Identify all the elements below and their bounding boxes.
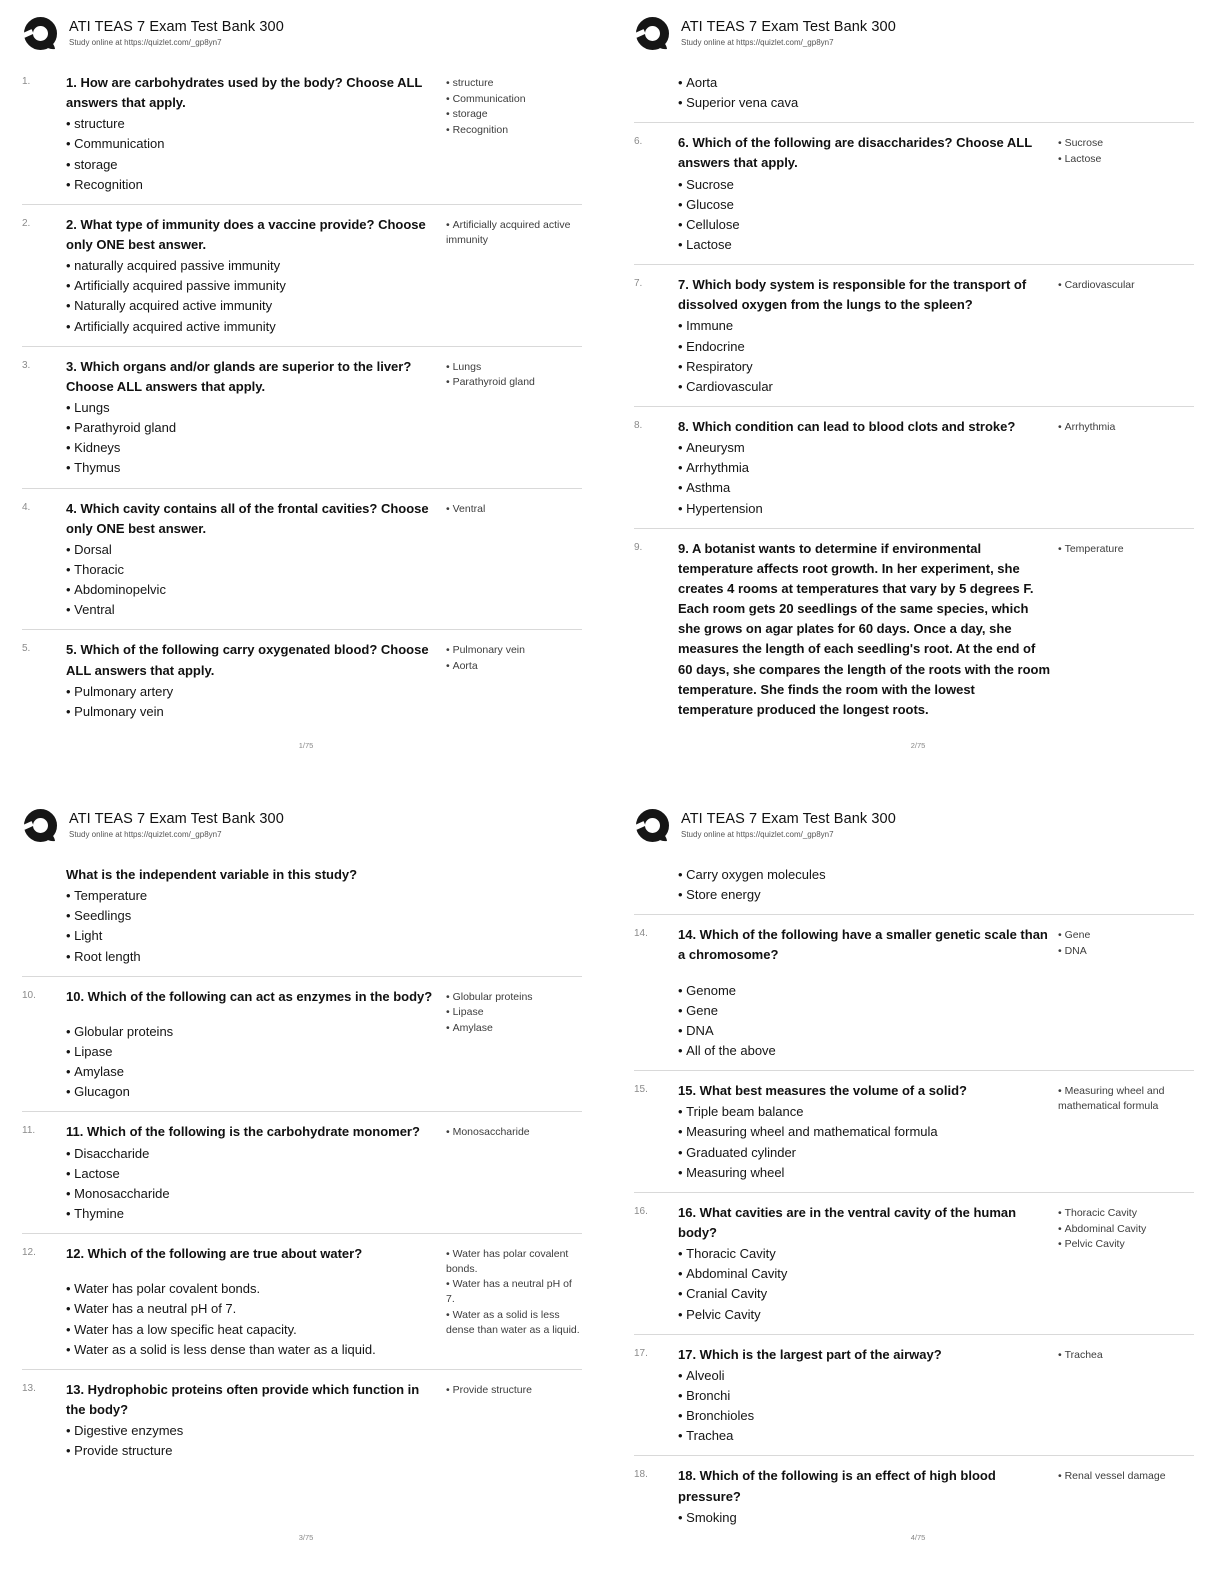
answer-item: • Water as a solid is less dense than water as a liquid. <box>446 1308 582 1337</box>
page-header <box>634 808 1194 845</box>
option-item: • Digestive enzymes <box>66 1421 438 1441</box>
page-number: 1/75 <box>298 741 314 750</box>
option-list <box>678 1508 1050 1528</box>
answer-item: • Artificially acquired active immunity <box>446 218 582 247</box>
question-number: 13. <box>22 1382 36 1394</box>
question-block <box>634 1334 1194 1456</box>
option-item: • naturally acquired passive immunity <box>66 256 438 276</box>
question-body <box>678 275 1050 397</box>
question-block <box>22 1233 582 1369</box>
option-item: • Thoracic <box>66 560 438 580</box>
option-item: • Glucose <box>678 195 1050 215</box>
page-3 <box>0 792 612 1584</box>
question-number: 16. <box>634 1205 648 1217</box>
option-item: • Provide structure <box>66 1441 438 1461</box>
answer-item: • Recognition <box>446 123 582 138</box>
page-2 <box>612 0 1224 792</box>
option-item: • Sucrose <box>678 175 1050 195</box>
question-list <box>22 855 582 1470</box>
page-subtitle: Study online at https://quizlet.com/_gp8yn7 <box>69 38 222 47</box>
page-header <box>634 16 1194 53</box>
option-item: • Globular proteins <box>66 1022 438 1042</box>
option-item: • Disaccharide <box>66 1144 438 1164</box>
question-body <box>678 1203 1050 1325</box>
option-item: • Glucagon <box>66 1082 438 1102</box>
question-text: 16. What cavities are in the ventral cavity of the human body? <box>678 1204 1017 1240</box>
answer-column <box>446 1244 582 1360</box>
option-item: • Parathyroid gland <box>66 418 438 438</box>
option-item: • Pulmonary artery <box>66 682 438 702</box>
question-text: 18. Which of the following is an effect of high blood pressure? <box>678 1468 996 1504</box>
question-number: 5. <box>22 643 31 655</box>
option-list <box>678 1102 1050 1183</box>
option-list <box>66 1022 438 1103</box>
option-item: • Hypertension <box>678 499 1050 519</box>
option-item: • Amylase <box>66 1062 438 1082</box>
question-number: 1. <box>22 76 31 87</box>
page-title: ATI TEAS 7 Exam Test Bank 300 <box>69 19 284 35</box>
option-item: • Carry oxygen molecules <box>678 865 1050 885</box>
answer-column <box>1058 73 1194 113</box>
question-block <box>22 976 582 1112</box>
answer-column <box>1058 417 1194 519</box>
option-list <box>678 865 1050 905</box>
option-item: • All of the above <box>678 1041 1050 1061</box>
answer-column <box>446 1380 582 1462</box>
question-body <box>66 357 438 479</box>
page-header <box>22 808 582 845</box>
question-block <box>634 122 1194 264</box>
option-item: • Recognition <box>66 175 438 195</box>
question-body <box>66 73 438 195</box>
option-item: • Thymine <box>66 1204 438 1224</box>
question-body <box>678 73 1050 113</box>
option-item: • Measuring wheel <box>678 1163 1050 1183</box>
answer-item: • Sucrose <box>1058 136 1194 151</box>
option-item: • Alveoli <box>678 1366 1050 1386</box>
page-header <box>22 16 582 53</box>
page-number: 4/75 <box>910 1533 926 1542</box>
option-item: • Smoking <box>678 1508 1050 1528</box>
question-block <box>22 488 582 630</box>
question-text: 9. A botanist wants to determine if environmental temperature affects root growth. In her experiment, she creates 4 rooms at temperatures that vary by 5 degrees F. Each room gets 20 seedlings of the same species, which she grows on agar plates for 60 days. Once a day, she measures the length of each seedling's root. At the end of 60 days, she compares the length of the roots with the room temperature. She finds the room with the lowest temperature produced the longest roots. <box>678 540 1051 717</box>
answer-item: • Gene <box>1058 928 1194 943</box>
answer-item: • Water has a neutral pH of 7. <box>446 1277 582 1306</box>
option-item: • Bronchioles <box>678 1406 1050 1426</box>
option-item: • Naturally acquired active immunity <box>66 296 438 316</box>
question-block <box>634 528 1194 730</box>
option-item: • Monosaccharide <box>66 1184 438 1204</box>
answer-column <box>446 865 582 967</box>
question-block <box>634 63 1194 122</box>
question-body <box>678 925 1050 1061</box>
answer-item: • Globular proteins <box>446 990 582 1005</box>
question-number: 9. <box>634 541 643 553</box>
header-text <box>69 16 284 47</box>
option-list <box>678 1366 1050 1447</box>
question-text: 3. Which organs and/or glands are superior to the liver? Choose ALL answers that apply. <box>66 358 412 394</box>
question-block <box>634 914 1194 1070</box>
answer-column <box>1058 925 1194 1061</box>
option-list <box>66 1421 438 1461</box>
answer-item: • Thoracic Cavity <box>1058 1206 1194 1221</box>
option-item: • Seedlings <box>66 906 438 926</box>
option-item: • Dorsal <box>66 540 438 560</box>
question-text: 5. Which of the following carry oxygenated blood? Choose ALL answers that apply. <box>66 642 429 678</box>
answer-item: • Renal vessel damage <box>1058 1469 1194 1484</box>
question-text: 12. Which of the following are true about water? <box>66 1246 363 1262</box>
option-item: • Lactose <box>678 235 1050 255</box>
answer-item: • Cardiovascular <box>1058 278 1194 293</box>
question-block <box>634 1070 1194 1192</box>
question-body <box>678 1466 1050 1527</box>
question-number: 10. <box>22 989 36 1001</box>
option-item: • Root length <box>66 947 438 967</box>
option-item: • Triple beam balance <box>678 1102 1050 1122</box>
question-body <box>66 499 438 621</box>
option-list <box>678 175 1050 256</box>
question-number <box>22 865 58 967</box>
option-item: • Temperature <box>66 886 438 906</box>
question-body <box>66 215 438 337</box>
option-list <box>66 886 438 967</box>
page-title: ATI TEAS 7 Exam Test Bank 300 <box>681 811 896 827</box>
question-block <box>22 629 582 731</box>
option-item: • Gene <box>678 1001 1050 1021</box>
option-item: • structure <box>66 114 438 134</box>
option-item: • storage <box>66 155 438 175</box>
option-list <box>678 73 1050 113</box>
option-item: • Pulmonary vein <box>66 702 438 722</box>
page-4 <box>612 792 1224 1584</box>
answer-item: • Provide structure <box>446 1383 582 1398</box>
question-body <box>678 1081 1050 1183</box>
question-list <box>634 63 1194 730</box>
option-list <box>66 114 438 195</box>
answer-column <box>1058 1203 1194 1325</box>
answer-item: • Lungs <box>446 360 582 375</box>
answer-item: • Abdominal Cavity <box>1058 1222 1194 1237</box>
option-item: • Immune <box>678 316 1050 336</box>
question-text: 8. Which condition can lead to blood clots and stroke? <box>678 418 1016 434</box>
question-text: 17. Which is the largest part of the airway? <box>678 1346 942 1362</box>
option-list <box>678 981 1050 1062</box>
answer-item: • Temperature <box>1058 542 1194 557</box>
question-block <box>22 204 582 346</box>
option-item: • Ventral <box>66 600 438 620</box>
option-item: • Bronchi <box>678 1386 1050 1406</box>
answer-column <box>1058 275 1194 397</box>
option-item: • Cellulose <box>678 215 1050 235</box>
question-block <box>634 406 1194 528</box>
answer-item: • storage <box>446 107 582 122</box>
option-item: • Endocrine <box>678 337 1050 357</box>
question-body <box>66 1380 438 1462</box>
option-list <box>66 398 438 479</box>
answer-column <box>446 73 582 195</box>
answer-column <box>1058 865 1194 905</box>
option-list <box>66 682 438 722</box>
question-text: 2. What type of immunity does a vaccine provide? Choose only ONE best answer. <box>66 216 426 252</box>
answer-item: • Trachea <box>1058 1348 1194 1363</box>
answer-column <box>446 987 582 1103</box>
answer-column <box>446 499 582 621</box>
question-block <box>22 1369 582 1471</box>
option-item: • Lungs <box>66 398 438 418</box>
question-body <box>66 987 438 1103</box>
page-title: ATI TEAS 7 Exam Test Bank 300 <box>69 811 284 827</box>
option-item: • Graduated cylinder <box>678 1143 1050 1163</box>
answer-column <box>1058 133 1194 255</box>
question-text: 1. How are carbohydrates used by the body? Choose ALL answers that apply. <box>66 75 423 111</box>
option-item: • Arrhythmia <box>678 458 1050 478</box>
option-item: • Abdominal Cavity <box>678 1264 1050 1284</box>
question-text: 4. Which cavity contains all of the frontal cavities? Choose only ONE best answer. <box>66 500 429 536</box>
answer-item: • Pulmonary vein <box>446 643 582 658</box>
quizlet-logo-icon <box>22 16 59 53</box>
answer-item: • Measuring wheel and mathematical formula <box>1058 1084 1194 1113</box>
question-body <box>678 1345 1050 1447</box>
answer-item: • Water has polar covalent bonds. <box>446 1247 582 1276</box>
question-number: 6. <box>634 136 643 148</box>
option-item: • DNA <box>678 1021 1050 1041</box>
answer-item: • Aorta <box>446 659 582 674</box>
option-item: • Communication <box>66 134 438 154</box>
option-item: • Lactose <box>66 1164 438 1184</box>
answer-item: • Monosaccharide <box>446 1125 582 1140</box>
option-list <box>66 256 438 337</box>
answer-column <box>1058 1081 1194 1183</box>
question-block <box>634 855 1194 914</box>
question-number: 4. <box>22 501 31 513</box>
answer-column <box>1058 1345 1194 1447</box>
option-item: • Water has a neutral pH of 7. <box>66 1299 438 1319</box>
option-list <box>66 1144 438 1225</box>
option-item: • Thoracic Cavity <box>678 1244 1050 1264</box>
option-list <box>678 438 1050 519</box>
page-subtitle: Study online at https://quizlet.com/_gp8yn7 <box>69 830 222 839</box>
page-subtitle: Study online at https://quizlet.com/_gp8yn7 <box>681 38 834 47</box>
question-number <box>634 73 670 113</box>
question-number: 2. <box>22 217 31 229</box>
question-body <box>66 640 438 722</box>
question-body <box>66 1122 438 1224</box>
question-text: 13. Hydrophobic proteins often provide which function in the body? <box>66 1381 420 1417</box>
option-item: • Water has polar covalent bonds. <box>66 1279 438 1299</box>
option-item: • Aneurysm <box>678 438 1050 458</box>
page-number: 2/75 <box>910 741 926 750</box>
question-body <box>678 133 1050 255</box>
option-item: • Water has a low specific heat capacity. <box>66 1320 438 1340</box>
option-item: • Water as a solid is less dense than water as a liquid. <box>66 1340 438 1360</box>
option-item: • Abdominopelvic <box>66 580 438 600</box>
question-text: What is the independent variable in this study? <box>66 867 358 882</box>
option-item: • Asthma <box>678 478 1050 498</box>
question-body <box>678 539 1050 721</box>
option-item: • Cardiovascular <box>678 377 1050 397</box>
question-number: 17. <box>634 1347 648 1359</box>
question-text: 11. Which of the following is the carbohydrate monomer? <box>66 1124 420 1140</box>
answer-item: • Communication <box>446 92 582 107</box>
option-item: • Light <box>66 926 438 946</box>
answer-column <box>446 215 582 337</box>
question-body <box>678 865 1050 905</box>
option-item: • Artificially acquired passive immunity <box>66 276 438 296</box>
option-item: • Aorta <box>678 73 1050 93</box>
option-item: • Cranial Cavity <box>678 1284 1050 1304</box>
answer-item: • Parathyroid gland <box>446 375 582 390</box>
option-item: • Pelvic Cavity <box>678 1305 1050 1325</box>
question-body <box>66 1244 438 1360</box>
question-text: 7. Which body system is responsible for the transport of dissolved oxygen from the lungs to the spleen? <box>678 277 1027 313</box>
header-text <box>681 16 896 47</box>
option-item: • Genome <box>678 981 1050 1001</box>
page-1 <box>0 0 612 792</box>
answer-column <box>1058 539 1194 721</box>
question-body <box>66 865 438 967</box>
answer-item: • DNA <box>1058 944 1194 959</box>
answer-item: • structure <box>446 76 582 91</box>
option-item: • Kidneys <box>66 438 438 458</box>
question-number: 7. <box>634 278 643 290</box>
question-number: 12. <box>22 1247 36 1259</box>
answer-item: • Pelvic Cavity <box>1058 1237 1194 1252</box>
option-item: • Thymus <box>66 458 438 478</box>
option-list <box>678 1244 1050 1325</box>
question-block <box>634 264 1194 406</box>
page-number: 3/75 <box>298 1533 314 1542</box>
option-item: • Measuring wheel and mathematical formula <box>678 1122 1050 1142</box>
question-text: 15. What best measures the volume of a solid? <box>678 1083 967 1099</box>
page-subtitle: Study online at https://quizlet.com/_gp8yn7 <box>681 830 834 839</box>
option-list <box>678 316 1050 397</box>
question-number: 3. <box>22 359 31 371</box>
question-text: 6. Which of the following are disaccharides? Choose ALL answers that apply. <box>678 135 1032 171</box>
question-text: 10. Which of the following can act as enzymes in the body? <box>66 988 433 1004</box>
answer-item: • Lipase <box>446 1005 582 1020</box>
question-list <box>634 855 1194 1537</box>
header-text <box>69 808 284 839</box>
option-item: • Superior vena cava <box>678 93 1050 113</box>
option-item: • Respiratory <box>678 357 1050 377</box>
answer-item: • Arrhythmia <box>1058 420 1194 435</box>
quizlet-logo-icon <box>22 808 59 845</box>
option-item: • Artificially acquired active immunity <box>66 317 438 337</box>
option-item: • Store energy <box>678 885 1050 905</box>
question-number <box>634 865 670 905</box>
page-title: ATI TEAS 7 Exam Test Bank 300 <box>681 19 896 35</box>
option-list <box>66 1279 438 1360</box>
question-block <box>22 1111 582 1233</box>
option-item: • Lipase <box>66 1042 438 1062</box>
quizlet-logo-icon <box>634 16 671 53</box>
answer-column <box>446 357 582 479</box>
option-item: • Trachea <box>678 1426 1050 1446</box>
answer-item: • Ventral <box>446 502 582 517</box>
question-block <box>22 63 582 204</box>
header-text <box>681 808 896 839</box>
question-list <box>22 63 582 731</box>
question-number: 8. <box>634 419 643 431</box>
question-number: 11. <box>22 1125 36 1137</box>
question-number: 18. <box>634 1469 648 1481</box>
question-text: 14. Which of the following have a smaller genetic scale than a chromosome? <box>678 927 1048 963</box>
answer-column <box>446 640 582 722</box>
quizlet-logo-icon <box>634 808 671 845</box>
answer-item: • Amylase <box>446 1021 582 1036</box>
answer-item: • Lactose <box>1058 152 1194 167</box>
question-body <box>678 417 1050 519</box>
question-number: 15. <box>634 1084 648 1096</box>
question-block <box>22 346 582 488</box>
question-block <box>634 1455 1194 1536</box>
answer-column <box>446 1122 582 1224</box>
question-block <box>22 855 582 976</box>
answer-column <box>1058 1466 1194 1527</box>
option-list <box>66 540 438 621</box>
question-block <box>634 1192 1194 1334</box>
question-number: 14. <box>634 928 648 940</box>
